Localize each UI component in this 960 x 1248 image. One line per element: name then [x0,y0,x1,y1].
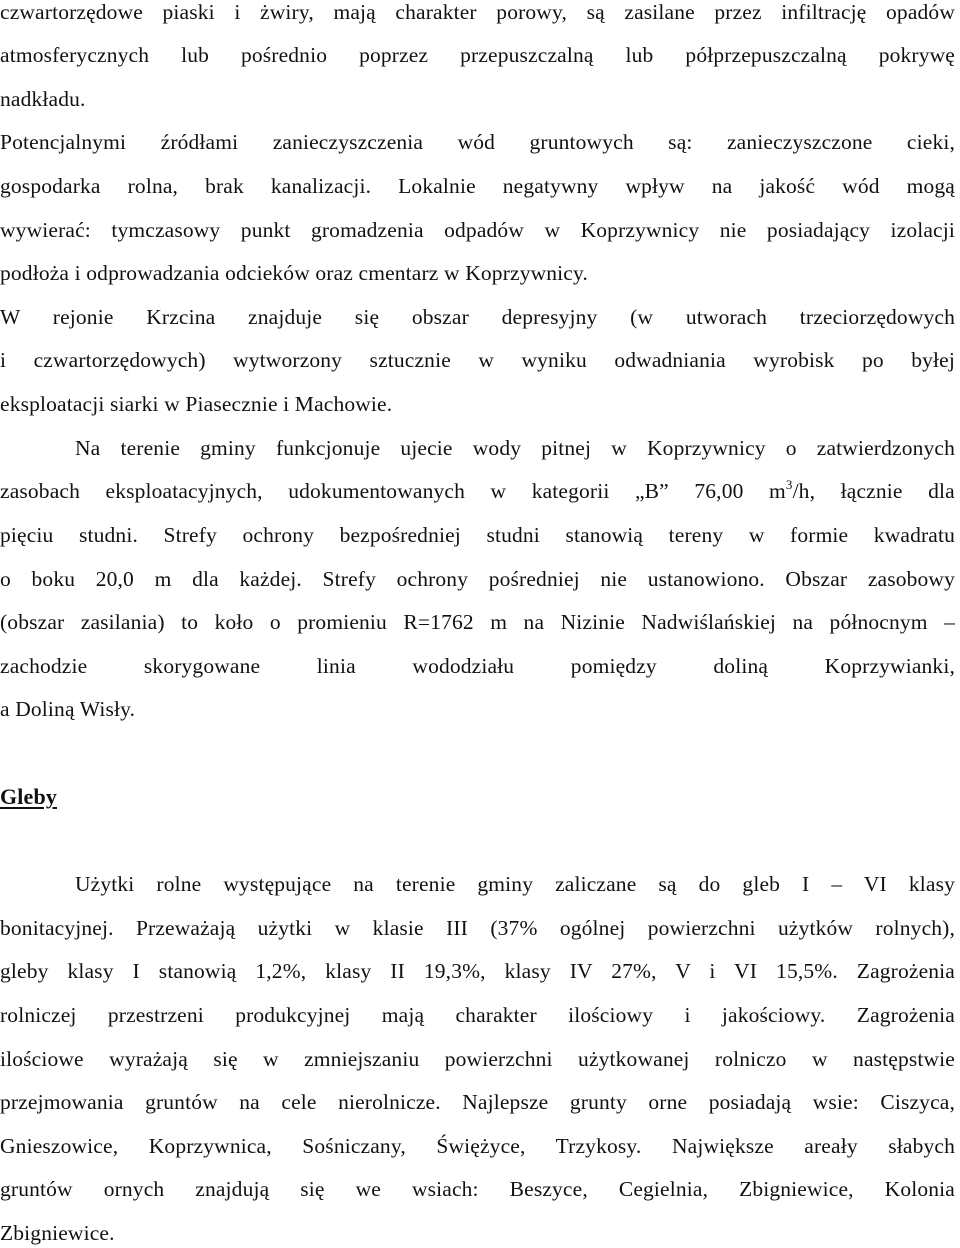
text-line: nadkładu. [0,87,86,111]
text-fragment: /h, łącznie dla [792,479,955,503]
text-line: gospodarka rolna, brak kanalizacji. Lokalnie negatywny wpływ na jakość wód mogą [0,174,955,198]
text-line: i czwartorzędowych) wytworzony sztucznie w wyniku odwadniania wyrobisk po byłej [0,348,955,372]
text-line: (obszar zasilania) to koło o promieniu R=1762 m na Nizinie Nadwiślańskiej na północnym – [0,610,955,634]
text-line: Na terenie gminy funkcjonuje ujecie wody pitnej w Koprzywnicy o zatwierdzonych [75,436,955,460]
text-line: a Doliną Wisły. [0,697,136,721]
text-line: bonitacyjnej. Przeważają użytki w klasie III (37% ogólnej powierzchni użytków rolnych), [0,916,955,940]
text-line: eksploatacji siarki w Piasecznie i Machowie. [0,392,393,416]
text-line: przejmowania gruntów na cele nierolnicze. Najlepsze grunty orne posiadają wsie: Ciszyca, [0,1090,955,1114]
text-line: rolniczej przestrzeni produkcyjnej mają charakter ilościowy i jakościowy. Zagrożenia [0,1003,955,1027]
text-line: o boku 20,0 m dla każdej. Strefy ochrony pośredniej nie ustanowiono. Obszar zasobowy [0,567,955,591]
text-line: wywierać: tymczasowy punkt gromadzenia odpadów w Koprzywnicy nie posiadający izolacji [0,218,955,242]
text-line: gruntów ornych znajdują się we wsiach: Beszyce, Cegielnia, Zbigniewice, Kolonia [0,1177,955,1201]
superscript: 3 [785,477,793,492]
text-line: Gnieszowice, Koprzywnica, Sośniczany, Świężyce, Trzykosy. Największe areały słabych [0,1134,955,1158]
text-line: podłoża i odprowadzania odcieków oraz cmentarz w Koprzywnicy. [0,261,589,285]
text-line: Potencjalnymi źródłami zanieczyszczenia wód gruntowych są: zanieczyszczone cieki, [0,130,955,154]
text-line: ilościowe wyrażają się w zmniejszaniu powierzchni użytkowanej rolniczo w następstwie [0,1047,955,1071]
text-line: zachodzie skorygowane linia wododziału pomiędzy doliną Koprzywianki, [0,654,955,678]
text-line: gleby klasy I stanowią 1,2%, klasy II 19,3%, klasy IV 27%, V i VI 15,5%. Zagrożenia [0,959,955,983]
text-line: czwartorzędowe piaski i żwiry, mają charakter porowy, są zasilane przez infiltrację opadów [0,0,955,24]
text-line: Użytki rolne występujące na terenie gminy zaliczane są do gleb I – VI klasy [75,872,955,896]
section-heading: Gleby [0,784,57,809]
text-line [0,476,955,506]
text-line: Zbigniewice. [0,1221,115,1245]
text-line: atmosferycznych lub pośrednio poprzez przepuszczalną lub półprzepuszczalną pokrywę [0,43,955,67]
text-line: W rejonie Krzcina znajduje się obszar depresyjny (w utworach trzeciorzędowych [0,305,955,329]
text-line: pięciu studni. Strefy ochrony bezpośredniej studni stanowią tereny w formie kwadratu [0,523,955,547]
text-fragment: zasobach eksploatacyjnych, udokumentowanych w kategorii „B” 76,00 m [0,479,786,503]
